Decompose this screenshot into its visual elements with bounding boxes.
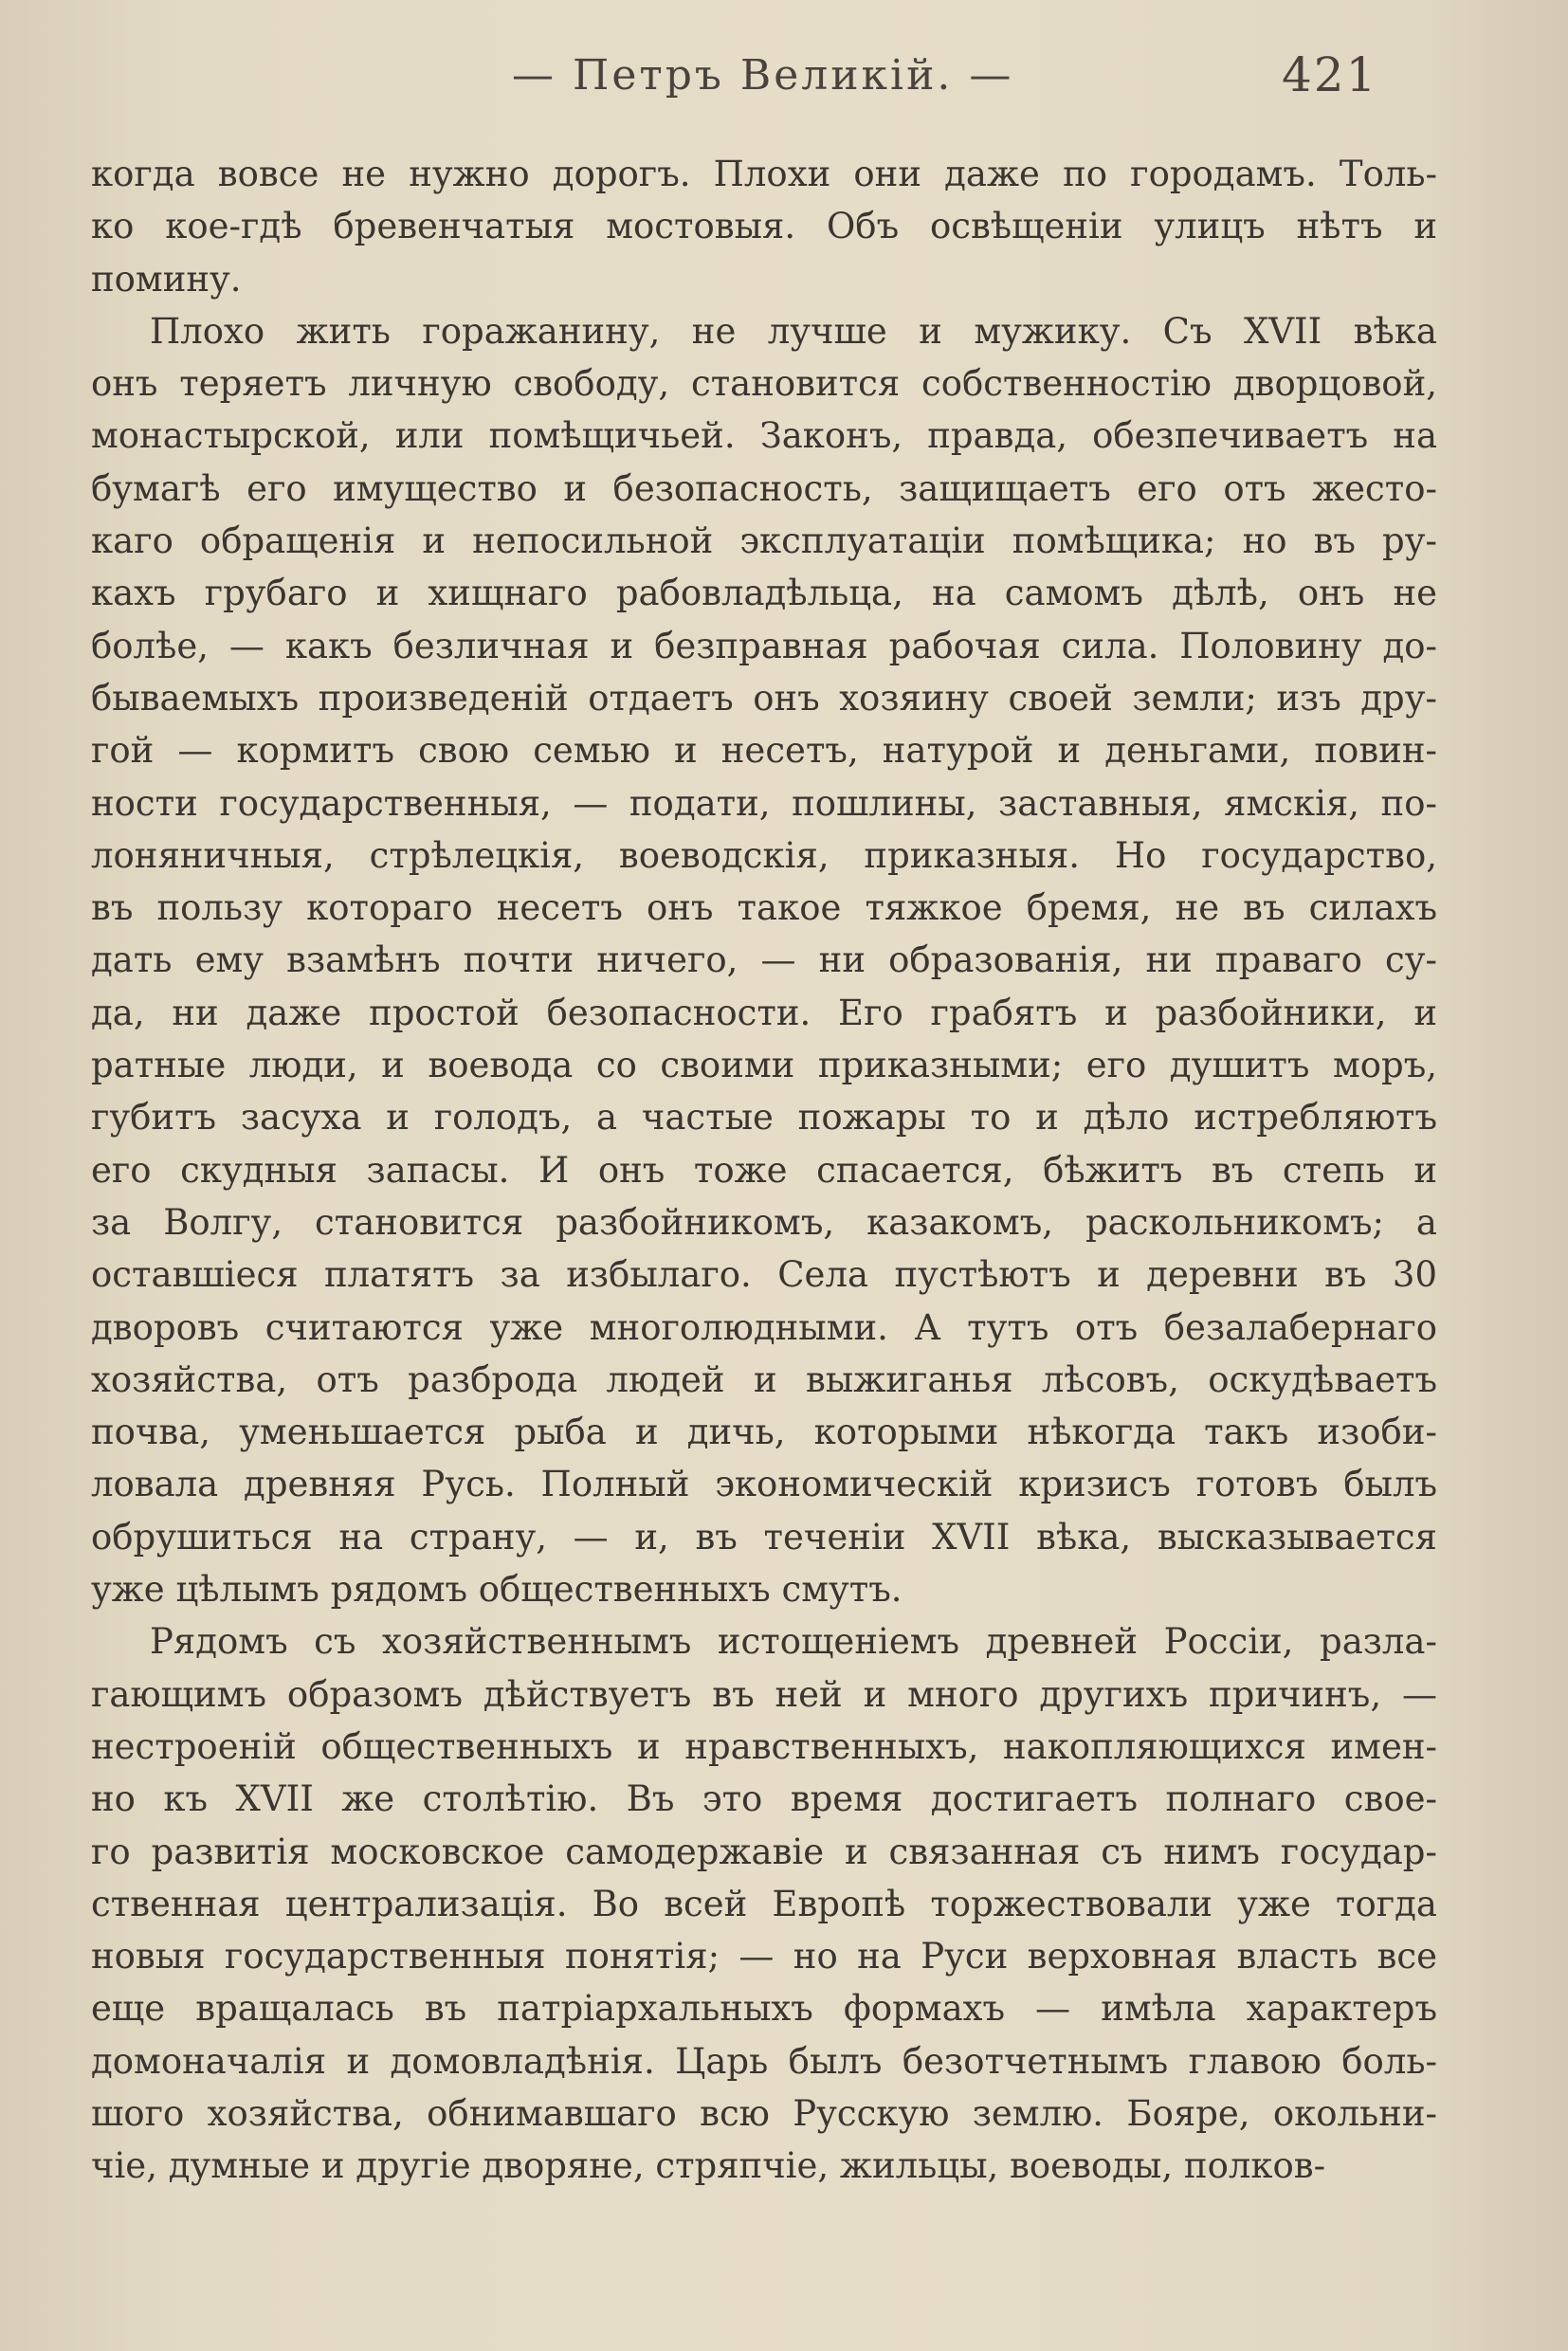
text-line: онъ теряетъ личную свободу, становится собственностію дворцовой,: [91, 363, 1437, 405]
text-line: дворовъ считаются уже многолюдными. А тутъ отъ безалабернаго: [91, 1306, 1437, 1348]
text-line: ко кое-гдѣ бревенчатыя мостовыя. Объ освѣщеніи улицъ нѣтъ и: [91, 206, 1437, 247]
text-line: въ пользу котораго несетъ онъ такое тяжкое бремя, не въ силахъ: [91, 887, 1437, 929]
text-line: монастырской, или помѣщичьей. Законъ, правда, обезпечиваетъ на: [91, 415, 1437, 457]
text-line: каго обращенія и непосильной эксплуатаціи помѣщика; но въ ру-: [91, 520, 1437, 562]
text-line: за Волгу, становится разбойникомъ, казакомъ, раскольникомъ; а: [91, 1201, 1437, 1243]
text-line: но къ XVII же столѣтію. Въ это время достигаетъ полнаго свое-: [91, 1778, 1437, 1820]
text-line: почва, уменьшается рыба и дичь, которыми нѣкогда такъ изоби-: [91, 1412, 1437, 1453]
text-line: да, ни даже простой безопасности. Его грабятъ и разбойники, и: [91, 992, 1437, 1033]
text-line: губитъ засуха и голодъ, а частые пожары то и дѣло истребляютъ: [91, 1097, 1437, 1139]
text-line: кахъ грубаго и хищнаго рабовладѣльца, на самомъ дѣлѣ, онъ не: [91, 573, 1437, 614]
running-head: [0, 42, 1568, 108]
text-line: его скудныя запасы. И онъ тоже спасается, бѣжитъ въ степь и: [91, 1149, 1437, 1191]
text-line: ловала древняя Русь. Полный экономическій кризисъ готовъ былъ: [91, 1464, 1437, 1505]
text-line: болѣе, — какъ безличная и безправная рабочая сила. Половину до-: [91, 625, 1437, 666]
text-line: Плохо жить горажанину, не лучше и мужику. Съ XVII вѣка: [150, 310, 1437, 352]
text-line: помину.: [91, 258, 242, 300]
text-line: чіе, думные и другіе дворяне, стряпчіе, жильцы, воеводы, полков-: [91, 2145, 1326, 2187]
text-line: бываемыхъ произведеній отдаетъ онъ хозяину своей земли; изъ дру-: [91, 677, 1437, 719]
paragraph: [91, 1615, 1437, 2192]
text-line: хозяйства, отъ разброда людей и выжиганья лѣсовъ, оскудѣваетъ: [91, 1358, 1437, 1400]
text-line: гой — кормитъ свою семью и несетъ, натурой и деньгами, повин-: [91, 730, 1437, 772]
text-line: еще вращалась въ патріархальныхъ формахъ — имѣла характеръ: [91, 1988, 1437, 2030]
text-line: Рядомъ съ хозяйственнымъ истощеніемъ древней Россіи, разла-: [150, 1621, 1437, 1663]
text-line: нестроеній общественныхъ и нравственныхъ, накопляющихся имен-: [91, 1725, 1437, 1767]
text-line: ности государственныя, — подати, пошлины, заставныя, ямскія, по-: [91, 782, 1437, 824]
text-line: ратные люди, и воевода со своими приказными; его душитъ моръ,: [91, 1045, 1437, 1086]
text-line: домоначалія и домовладѣнія. Царь былъ безотчетнымъ главою боль-: [91, 2040, 1437, 2082]
text-line: уже цѣлымъ рядомъ общественныхъ смутъ.: [91, 1569, 903, 1611]
paragraph: [91, 148, 1437, 305]
text-line: дать ему взамѣнъ почти ничего, — ни образованія, ни праваго су-: [91, 939, 1437, 981]
text-line: гающимъ образомъ дѣйствуетъ въ ней и много другихъ причинъ, —: [91, 1673, 1437, 1715]
text-line: новыя государственныя понятія; — но на Руси верховная власть все: [91, 1936, 1437, 1977]
running-head-title: — Петръ Великій. —: [512, 51, 1014, 100]
paragraph: [91, 305, 1437, 1615]
text-line: оставшіеся платятъ за избылаго. Села пустѣютъ и деревни въ 30: [91, 1254, 1437, 1296]
text-line: бумагѣ его имущество и безопасность, защищаетъ его отъ жесто-: [91, 467, 1437, 509]
body-text: [91, 148, 1437, 2193]
text-line: обрушиться на страну, — и, въ теченіи XVII вѣка, высказывается: [91, 1516, 1437, 1558]
text-line: лоняничныя, стрѣлецкія, воеводскія, приказныя. Но государство,: [91, 834, 1437, 876]
text-line: ственная централизація. Во всей Европѣ торжествовали уже тогда: [91, 1883, 1437, 1924]
text-line: шого хозяйства, обнимавшаго всю Русскую землю. Бояре, окольни-: [91, 2092, 1437, 2134]
page-number: 421: [1282, 47, 1378, 102]
text-line: го развитія московское самодержавіе и связанная съ нимъ государ-: [91, 1831, 1437, 1872]
text-line: когда вовсе не нужно дорогъ. Плохи они даже по городамъ. Толь-: [91, 154, 1437, 194]
